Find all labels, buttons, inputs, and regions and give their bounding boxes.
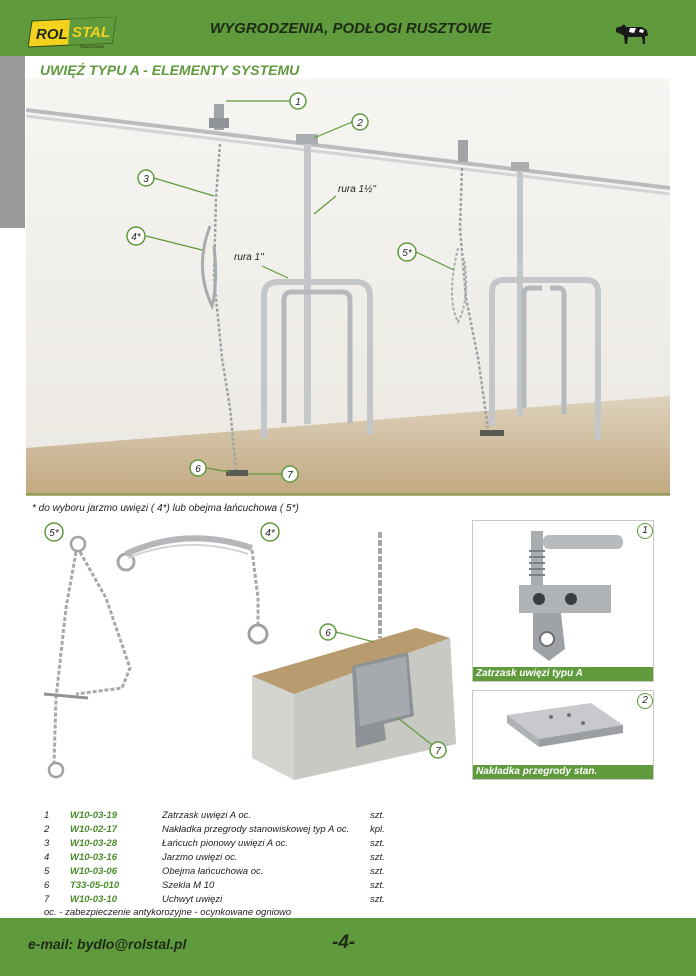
callout-2 bbox=[352, 114, 368, 130]
callout-5 bbox=[398, 243, 416, 261]
callout-4-detail bbox=[261, 523, 279, 541]
part-no: 6 bbox=[44, 880, 50, 891]
svg-text:2: 2 bbox=[357, 118, 363, 129]
svg-text:7: 7 bbox=[287, 470, 293, 481]
side-tab bbox=[0, 56, 25, 228]
part-no: 7 bbox=[44, 894, 50, 905]
part-desc: Uchwyt uwięzi bbox=[162, 894, 223, 905]
panel-latch bbox=[472, 520, 654, 682]
part-code: W10-03-28 bbox=[70, 838, 117, 849]
coating-note: oc. - zabezpieczenie antykorozyjne - ocynkowane ogniowo bbox=[44, 907, 292, 918]
table-row bbox=[44, 893, 385, 907]
callout-6 bbox=[190, 460, 206, 476]
panel-caption-latch: Zatrzask uwięzi typu A bbox=[473, 667, 653, 681]
svg-text:7: 7 bbox=[435, 746, 441, 757]
part-unit: szt. bbox=[370, 894, 385, 905]
part-no: 2 bbox=[44, 824, 50, 835]
svg-text:5*: 5* bbox=[49, 528, 59, 539]
callout-3 bbox=[138, 170, 154, 186]
svg-text:3: 3 bbox=[143, 174, 149, 185]
callout-1 bbox=[290, 93, 306, 109]
table-row bbox=[44, 823, 385, 837]
part-unit: szt. bbox=[370, 852, 385, 863]
label-pipe-big: rura 1½" bbox=[338, 184, 377, 195]
part-code: W10-03-16 bbox=[70, 852, 117, 863]
part-no: 4 bbox=[44, 852, 50, 863]
panel-caption-cap: Nakładka przegrody stan. bbox=[473, 765, 653, 779]
svg-text:6: 6 bbox=[195, 464, 201, 475]
table-row bbox=[44, 837, 385, 851]
rolstal-logo bbox=[28, 17, 120, 51]
part-no: 1 bbox=[44, 810, 50, 821]
callout-7-detail bbox=[430, 742, 446, 758]
label-pipe-small: rura 1" bbox=[234, 252, 264, 263]
logo-text-right: STAL bbox=[72, 24, 111, 41]
part-code: W10-02-17 bbox=[70, 824, 117, 835]
cap-illustration bbox=[473, 691, 653, 765]
part-no: 5 bbox=[44, 866, 50, 877]
logo-text-left: ROL bbox=[36, 26, 68, 43]
section-title: UWIĘŹ TYPU A - ELEMENTY SYSTEMU bbox=[40, 62, 300, 78]
table-row bbox=[44, 879, 385, 893]
part-code: W10-03-10 bbox=[70, 894, 117, 905]
part-desc: Jarzmo uwięzi oc. bbox=[162, 852, 238, 863]
parts-list bbox=[44, 809, 385, 907]
part-desc: Łańcuch pionowy uwięzi A oc. bbox=[162, 838, 289, 849]
svg-text:4*: 4* bbox=[265, 528, 275, 539]
part-desc: Szekla M 10 bbox=[162, 880, 215, 891]
part-code: W10-03-06 bbox=[70, 866, 117, 877]
svg-text:1: 1 bbox=[295, 97, 301, 108]
callout-6-detail bbox=[320, 624, 336, 640]
header-title: WYGRODZENIA, PODŁOGI RUSZTOWE bbox=[210, 20, 492, 37]
footer-email[interactable]: e-mail: bydlo@rolstal.pl bbox=[28, 936, 187, 952]
svg-text:4*: 4* bbox=[131, 232, 141, 243]
logo-subtext: PAWLOWSKI bbox=[80, 44, 105, 49]
svg-text:6: 6 bbox=[325, 628, 331, 639]
part-desc: Obejma łańcuchowa oc. bbox=[162, 866, 264, 877]
callout-5-detail bbox=[45, 523, 63, 541]
part-code: W10-03-19 bbox=[70, 810, 117, 821]
part-unit: szt. bbox=[370, 866, 385, 877]
part-desc: Zatrzask uwięzi A oc. bbox=[162, 810, 252, 821]
part-desc: Nakładka przegrody stanowiskowej typ A oc. bbox=[162, 824, 350, 835]
system-illustration bbox=[26, 78, 670, 496]
table-row bbox=[44, 865, 385, 879]
part-unit: szt. bbox=[370, 838, 385, 849]
svg-text:5*: 5* bbox=[402, 248, 412, 259]
part-no: 3 bbox=[44, 838, 50, 849]
part-code: T33-05-010 bbox=[70, 880, 120, 891]
cow-icon bbox=[612, 20, 652, 46]
panel-number-2: 2 bbox=[637, 693, 653, 709]
part-unit: kpl. bbox=[370, 824, 385, 835]
panel-number-1: 1 bbox=[637, 523, 653, 539]
parts-detail-illustration bbox=[26, 518, 466, 790]
footnote: * do wyboru jarzmo uwięzi ( 4*) lub obejma łańcuchowa ( 5*) bbox=[32, 503, 299, 514]
part-unit: szt. bbox=[370, 810, 385, 821]
panel-cap bbox=[472, 690, 654, 780]
part-unit: szt. bbox=[370, 880, 385, 891]
callout-4 bbox=[127, 227, 145, 245]
latch-illustration bbox=[473, 521, 653, 667]
callout-7 bbox=[282, 466, 298, 482]
page-number: -4- bbox=[332, 932, 356, 953]
table-row bbox=[44, 851, 385, 865]
table-row bbox=[44, 809, 385, 823]
